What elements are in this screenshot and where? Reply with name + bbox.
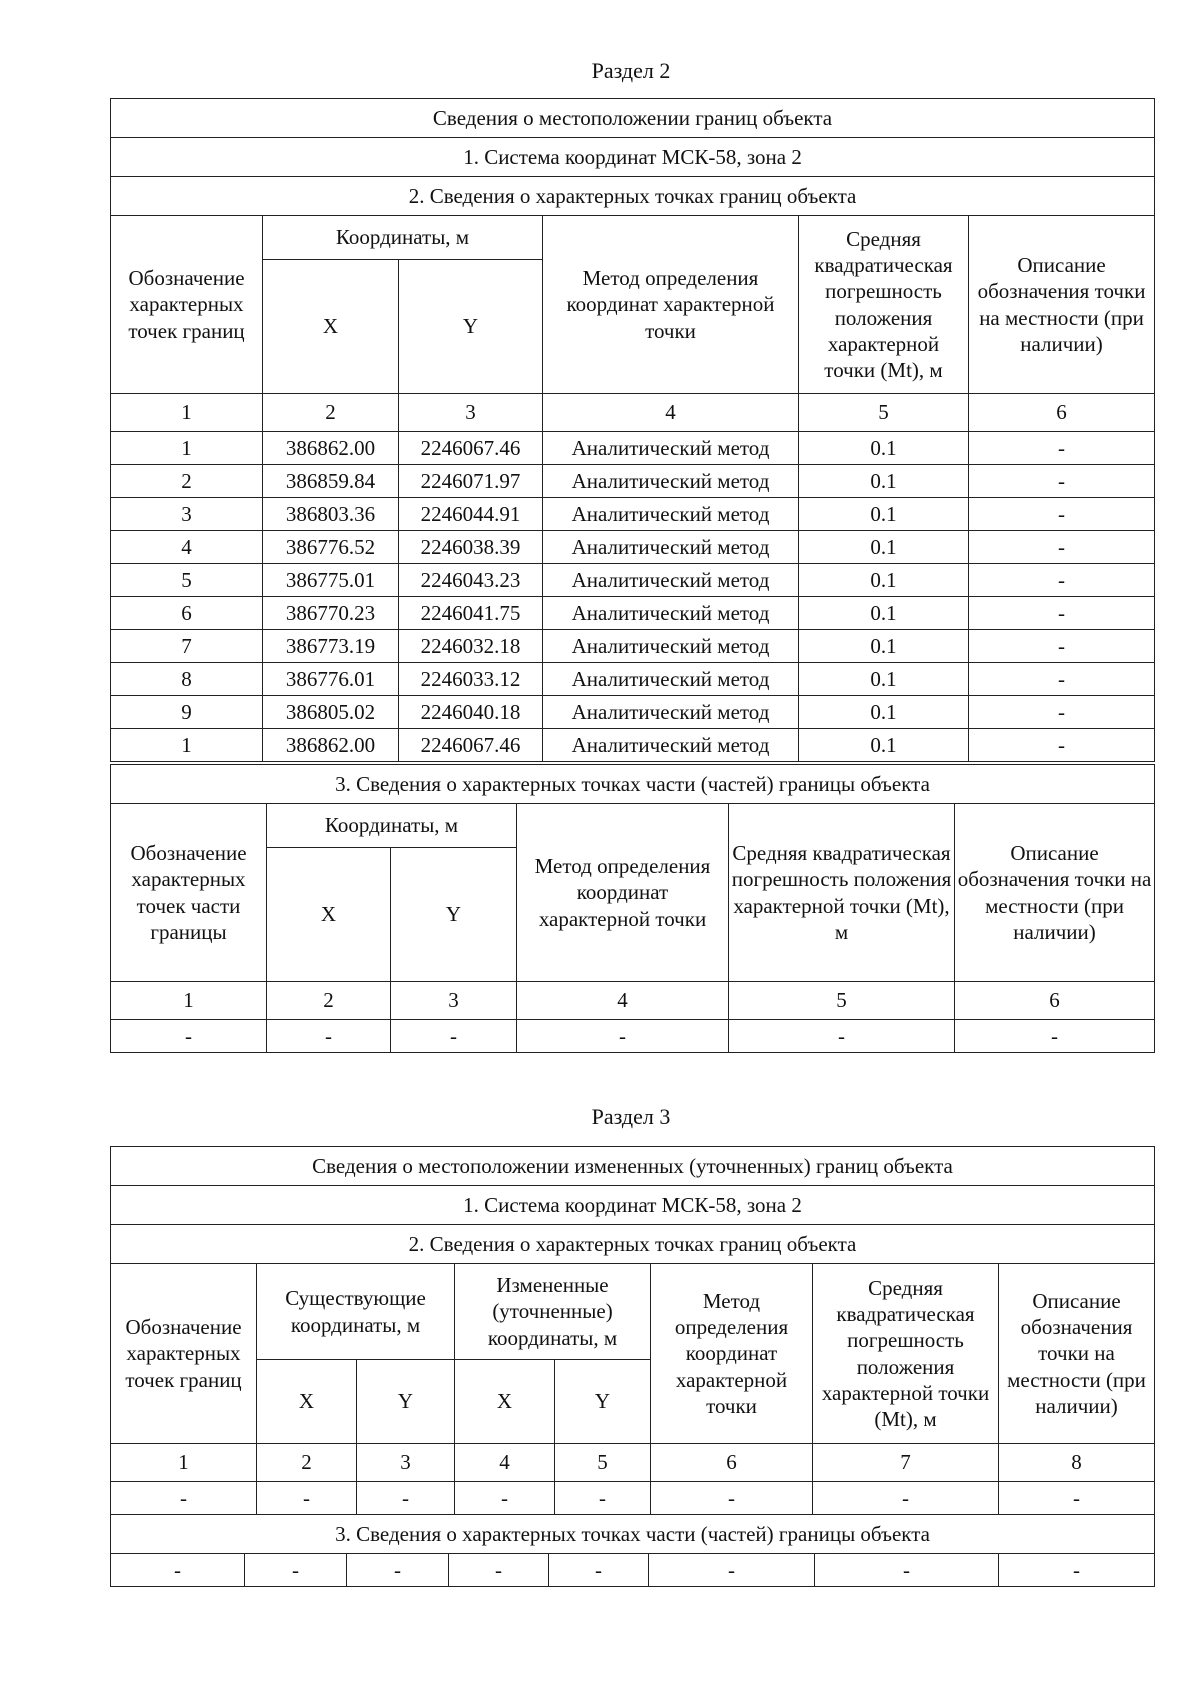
table-cell: 0.1 (799, 564, 969, 597)
table-cell: 2 (111, 465, 263, 498)
section-2-heading: Раздел 2 (591, 58, 671, 83)
header-y: Y (391, 848, 517, 982)
table-cell: Аналитический метод (543, 498, 799, 531)
table-row (111, 465, 1155, 498)
table-row (111, 498, 1155, 531)
column-number: 8 (999, 1444, 1155, 1482)
table-cell: - (969, 597, 1155, 630)
table-cell: Аналитический метод (543, 531, 799, 564)
header-coordinates: Координаты, м (267, 804, 517, 848)
coordinate-system: 1. Система координат МСК-58, зона 2 (111, 1186, 1155, 1225)
table-row (111, 531, 1155, 564)
table-cell: Аналитический метод (543, 696, 799, 729)
table-cell: - (111, 1020, 267, 1053)
table-cell: 2246038.39 (399, 531, 543, 564)
header-existing-coordinates: Существующие координаты, м (257, 1264, 455, 1360)
table-cell: 4 (111, 531, 263, 564)
table-cell: 2246071.97 (399, 465, 543, 498)
points-subtitle: 2. Сведения о характерных точках границ объекта (111, 177, 1155, 216)
column-number: 1 (111, 1444, 257, 1482)
section-3-heading: Раздел 3 (591, 1104, 671, 1129)
table-cell: - (969, 729, 1155, 762)
table-cell: 6 (111, 597, 263, 630)
header-existing-x: X (257, 1360, 357, 1444)
table-cell: - (517, 1020, 729, 1053)
table-cell: - (969, 531, 1155, 564)
table-cell: - (347, 1554, 449, 1587)
part-title: 3. Сведения о характерных точках части (частей) границы объекта (111, 765, 1155, 804)
table-cell: 386773.19 (263, 630, 399, 663)
header-description: Описание обозначения точки на местности (при наличии) (999, 1264, 1155, 1444)
header-mean-error: Средняя квадратическая погрешность положения характерной точки (Mt), м (799, 216, 969, 394)
header-mean-error: Средняя квадратическая погрешность положения характерной точки (Mt), м (813, 1264, 999, 1444)
table-cell: - (969, 696, 1155, 729)
table-cell: 0.1 (799, 630, 969, 663)
table-cell: - (729, 1020, 955, 1053)
table-cell: - (257, 1482, 357, 1515)
table-cell: 2246040.18 (399, 696, 543, 729)
header-designation: Обозначение характерных точек части границы (111, 804, 267, 982)
table-cell: - (969, 564, 1155, 597)
header-designation: Обозначение характерных точек границ (111, 216, 263, 394)
coordinate-system: 1. Система координат МСК-58, зона 2 (111, 138, 1155, 177)
table-cell: 0.1 (799, 498, 969, 531)
header-changed-y: Y (555, 1360, 651, 1444)
column-number: 4 (543, 394, 799, 432)
header-y: Y (399, 260, 543, 394)
table-cell: 2246067.46 (399, 729, 543, 762)
table-cell: Аналитический метод (543, 729, 799, 762)
table-cell: 386862.00 (263, 432, 399, 465)
table-cell: - (245, 1554, 347, 1587)
column-number: 3 (399, 394, 543, 432)
column-number: 1 (111, 982, 267, 1020)
table-cell: 386776.01 (263, 663, 399, 696)
table-cell: Аналитический метод (543, 630, 799, 663)
table-row (111, 1482, 1155, 1515)
table-cell: 0.1 (799, 531, 969, 564)
column-number: 3 (357, 1444, 455, 1482)
header-x: X (263, 260, 399, 394)
header-mean-error: Средняя квадратическая погрешность положения характерной точки (Mt), м (729, 804, 955, 982)
table-cell: 386770.23 (263, 597, 399, 630)
header-method: Метод определения координат характерной точки (517, 804, 729, 982)
table-cell: - (391, 1020, 517, 1053)
table-cell: Аналитический метод (543, 564, 799, 597)
header-method: Метод определения координат характерной точки (651, 1264, 813, 1444)
table-cell: Аналитический метод (543, 432, 799, 465)
table-row (111, 564, 1155, 597)
table-cell: - (549, 1554, 649, 1587)
column-number: 2 (267, 982, 391, 1020)
table-cell: - (449, 1554, 549, 1587)
column-number: 4 (517, 982, 729, 1020)
section-3-boundary-table (110, 1146, 1155, 1515)
table-cell: 0.1 (799, 432, 969, 465)
header-x: X (267, 848, 391, 982)
table-row (111, 432, 1155, 465)
table-cell: - (969, 465, 1155, 498)
table-row (111, 696, 1155, 729)
table-cell: - (555, 1482, 651, 1515)
column-number: 3 (391, 982, 517, 1020)
table-cell: 3 (111, 498, 263, 531)
table-title: Сведения о местоположении границ объекта (111, 99, 1155, 138)
header-changed-coordinates: Измененные (уточненные) координаты, м (455, 1264, 651, 1360)
table-cell: - (357, 1482, 455, 1515)
table-cell: 1 (111, 729, 263, 762)
table-cell: 386805.02 (263, 696, 399, 729)
column-number: 2 (257, 1444, 357, 1482)
table-cell: Аналитический метод (543, 663, 799, 696)
table-cell: - (815, 1554, 999, 1587)
column-number: 4 (455, 1444, 555, 1482)
header-designation: Обозначение характерных точек границ (111, 1264, 257, 1444)
column-number: 6 (969, 394, 1155, 432)
header-method: Метод определения координат характерной точки (543, 216, 799, 394)
table-cell: 0.1 (799, 729, 969, 762)
table-cell: - (111, 1482, 257, 1515)
table-cell: 386803.36 (263, 498, 399, 531)
table-cell: - (999, 1482, 1155, 1515)
table-row (111, 729, 1155, 762)
table-cell: - (969, 498, 1155, 531)
table-cell: - (955, 1020, 1155, 1053)
table-cell: 8 (111, 663, 263, 696)
table-row (111, 663, 1155, 696)
table-cell: 0.1 (799, 696, 969, 729)
table-cell: 2246043.23 (399, 564, 543, 597)
table-cell: 1 (111, 432, 263, 465)
table-cell: 2246032.18 (399, 630, 543, 663)
table-cell: 386859.84 (263, 465, 399, 498)
column-number: 5 (555, 1444, 651, 1482)
table-cell: 5 (111, 564, 263, 597)
table-cell: 0.1 (799, 597, 969, 630)
column-number: 1 (111, 394, 263, 432)
table-cell: 2246067.46 (399, 432, 543, 465)
column-number: 2 (263, 394, 399, 432)
table-cell: 7 (111, 630, 263, 663)
table-cell: 2246041.75 (399, 597, 543, 630)
table-cell: - (813, 1482, 999, 1515)
header-coordinates: Координаты, м (263, 216, 543, 260)
table-cell: 0.1 (799, 465, 969, 498)
table-cell: Аналитический метод (543, 465, 799, 498)
table-cell: - (969, 663, 1155, 696)
table-cell: 386776.52 (263, 531, 399, 564)
column-number: 6 (651, 1444, 813, 1482)
column-number: 5 (799, 394, 969, 432)
section-2-boundary-table (110, 98, 1155, 762)
column-number: 5 (729, 982, 955, 1020)
table-row (111, 630, 1155, 663)
header-description: Описание обозначения точки на местности (при наличии) (969, 216, 1155, 394)
column-number: 7 (813, 1444, 999, 1482)
section-2-part-table (110, 764, 1155, 1053)
section-3-part-table (110, 1514, 1155, 1587)
table-cell: - (999, 1554, 1155, 1587)
table-cell: 386862.00 (263, 729, 399, 762)
table-cell: - (969, 630, 1155, 663)
table-cell: Аналитический метод (543, 597, 799, 630)
table-cell: 9 (111, 696, 263, 729)
header-description: Описание обозначения точки на местности (при наличии) (955, 804, 1155, 982)
table-cell: - (649, 1554, 815, 1587)
table-title: Сведения о местоположении измененных (уточненных) границ объекта (111, 1147, 1155, 1186)
table-row (111, 1020, 1155, 1053)
header-existing-y: Y (357, 1360, 455, 1444)
table-cell: 2246044.91 (399, 498, 543, 531)
table-cell: - (267, 1020, 391, 1053)
table-row (111, 1554, 1155, 1587)
table-cell: - (969, 432, 1155, 465)
table-cell: - (455, 1482, 555, 1515)
table-cell: 0.1 (799, 663, 969, 696)
table-cell: - (111, 1554, 245, 1587)
table-cell: - (651, 1482, 813, 1515)
part-title: 3. Сведения о характерных точках части (частей) границы объекта (111, 1515, 1155, 1554)
table-row (111, 597, 1155, 630)
column-number: 6 (955, 982, 1155, 1020)
table-cell: 386775.01 (263, 564, 399, 597)
points-subtitle: 2. Сведения о характерных точках границ объекта (111, 1225, 1155, 1264)
table-cell: 2246033.12 (399, 663, 543, 696)
header-changed-x: X (455, 1360, 555, 1444)
